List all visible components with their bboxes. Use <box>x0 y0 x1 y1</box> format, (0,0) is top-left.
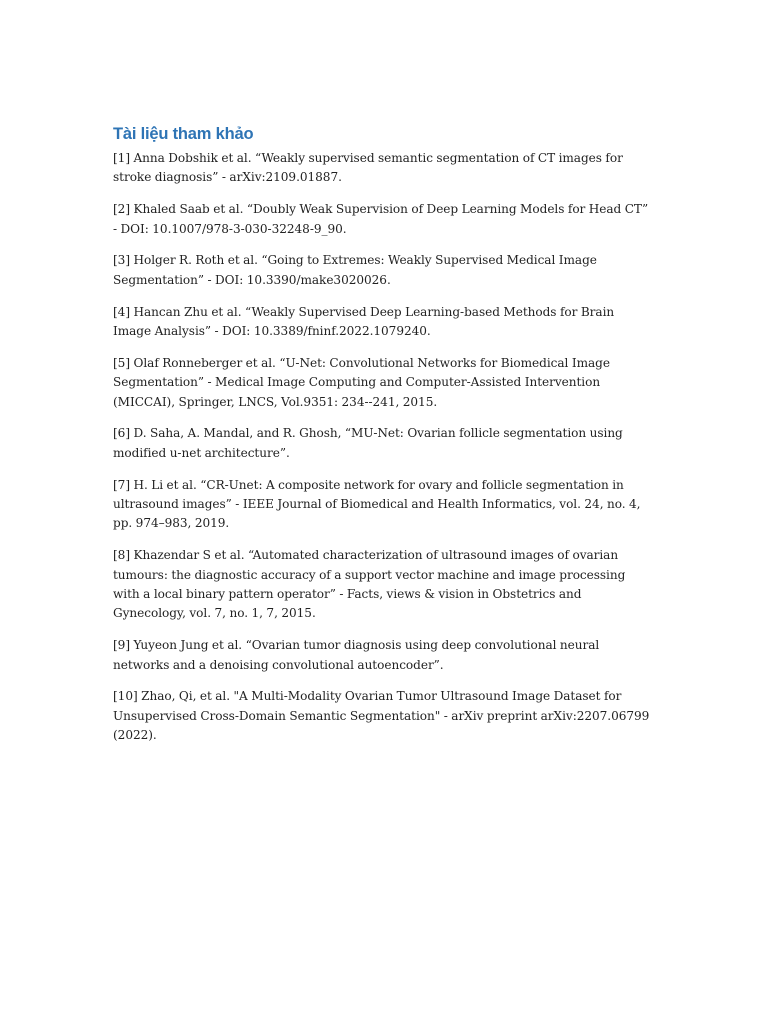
reference-item: [1] Anna Dobshik et al. “Weakly supervised semantic segmentation of CT images for stroke diagnosis” - arXiv:2109.01887. <box>113 151 623 185</box>
reference-item: [6] D. Saha, A. Mandal, and R. Ghosh, “MU-Net: Ovarian follicle segmentation using modified u-net architecture”. <box>113 426 623 460</box>
reference-item: [5] Olaf Ronneberger et al. “U-Net: Convolutional Networks for Biomedical Image Segmentation” - Medical Image Computing and Computer-Assisted Intervention (MICCAI), Springer, LNCS, Vol.9351: 234--241, 2015. <box>113 355 610 409</box>
reference-item: [2] Khaled Saab et al. “Doubly Weak Supervision of Deep Learning Models for Head CT” - DOI: 10.1007/978-3-030-32248-9_90. <box>113 202 649 236</box>
reference-item: [4] Hancan Zhu et al. “Weakly Supervised Deep Learning-based Methods for Brain Image Analysis” - DOI: 10.3389/fninf.2022.1079240. <box>113 304 615 339</box>
references-heading: Tài liệu tham khảo <box>113 125 254 143</box>
reference-list <box>113 149 653 746</box>
reference-item: [7] H. Li et al. “CR-Unet: A composite network for ovary and follicle segmentation in ultrasound images” - IEEE Journal of Biomedical and Health Informatics, vol. 24, no. 4, pp. 974–983, 2019. <box>113 477 641 531</box>
reference-item: [3] Holger R. Roth et al. “Going to Extremes: Weakly Supervised Medical Image Segmentation” - DOI: 10.3390/make3020026. <box>113 253 597 287</box>
document-page <box>113 122 653 758</box>
reference-item: [9] Yuyeon Jung et al. “Ovarian tumor diagnosis using deep convolutional neural networks and a denoising convolutional autoencoder”. <box>113 638 600 672</box>
reference-item: [10] Zhao, Qi, et al. "A Multi-Modality Ovarian Tumor Ultrasound Image Dataset for Unsupervised Cross-Domain Semantic Segmentation" - arXiv preprint arXiv:2207.06799 (2022). <box>113 689 650 743</box>
reference-item: [8] Khazendar S et al. “Automated characterization of ultrasound images of ovarian tumours: the diagnostic accuracy of a support vector machine and image processing with a local binary pattern operator” - Facts, views & vision in Obstetrics and Gynecology, vol. 7, no. 1, 7, 2015. <box>113 548 626 621</box>
